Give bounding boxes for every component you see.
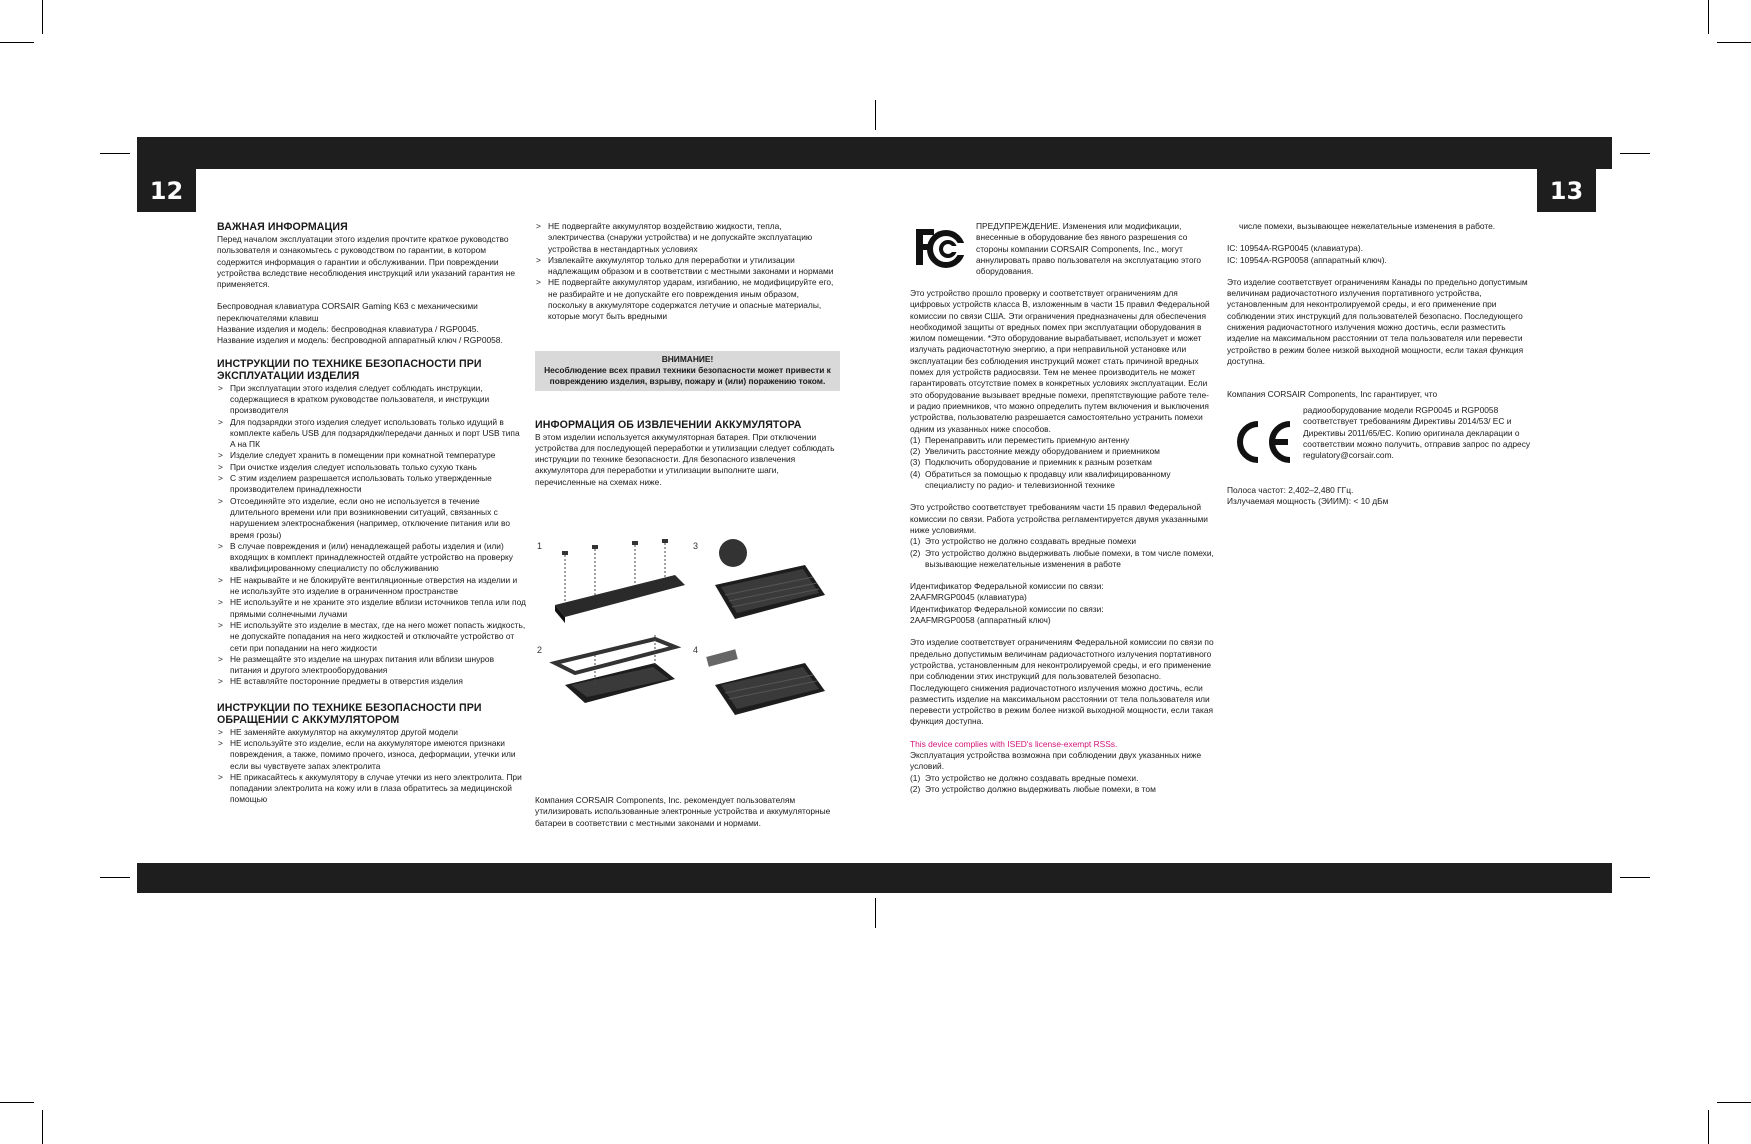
list-text: Перенаправить или переместить приемную антенну xyxy=(925,434,1130,445)
list-item xyxy=(910,784,1215,795)
list-item xyxy=(910,435,1215,446)
page-number-right: 13 xyxy=(1537,169,1596,212)
radiated-power: Излучаемая мощность (ЭИИМ): < 10 дБм xyxy=(1227,496,1389,507)
crop-mark xyxy=(1708,1110,1709,1144)
crop-mark xyxy=(0,42,34,43)
crop-mark xyxy=(100,877,130,878)
list-item: > Не размещайте это изделие на шнурах питания или вблизи шнуров питания и другого электрооборудования xyxy=(217,654,527,677)
removal-text: В этом изделии используется аккумуляторная батарея. При отключении устройства для последующей переработки и утилизации следует соблюдать инструкции по технике безопасности. Для безопасного извлечения аккумулятора для переработки и утилизации выполните шаги, перечисленные на схемах ниже. xyxy=(535,431,835,487)
list-item: > С этим изделием разрешается использовать только утвержденные производителем принадлежности xyxy=(217,473,527,496)
crop-mark xyxy=(1708,0,1709,34)
list-item: > Отсоединяйте это изделие, если оно не используется в течение длительного времени или при возникновении ситуаций, связанных с нарушением электроснабжения (например, отключение питания или во время грозы) xyxy=(217,496,527,541)
list-item: > НЕ подвергайте аккумулятор воздействию жидкости, тепла, электричества (снаружи устройства) и не допускайте эксплуатацию устройства в нестандартных условиях xyxy=(535,221,840,255)
keyboard-illustration xyxy=(535,535,835,715)
fcc-warning-text: ПРЕДУПРЕЖДЕНИЕ. Изменения или модификации, внесенные в оборудование без явного разрешения со стороны компании CORSAIR Components, Inc., могут аннулировать право пользователя на эксплуатацию этого оборудования. xyxy=(976,221,1202,277)
ised-statement: This device complies with ISED's license-exempt RSSs. xyxy=(910,738,1118,749)
list-item: > Для подзарядки этого изделия следует использовать только идущий в комплекте кабель USB для подзарядки/передачи данных и порт USB типа A на ПК xyxy=(217,417,527,451)
crop-mark xyxy=(1717,42,1751,43)
fcc-id-line: 2AAFMRGP0045 (клавиатура) xyxy=(910,592,1027,603)
column-1 xyxy=(217,221,527,820)
list-text: Это устройство не должно создавать вредные помехи. xyxy=(925,772,1139,783)
warning-box xyxy=(535,351,840,391)
step-number: 4 xyxy=(693,645,699,655)
crop-mark xyxy=(42,0,43,34)
list-text: Это устройство не должно создавать вредные помехи xyxy=(925,536,1137,547)
list-item: > НЕ прикасайтесь к аккумулятору в случае утечки из него электролита. При попадании электролита на кожу или в глаза обратитесь за медицинской помощью xyxy=(217,772,527,806)
product-line: Название изделия и модель: беспроводная клавиатура / RGP0045. xyxy=(217,324,479,335)
step-number: 3 xyxy=(693,541,699,551)
list-number: (1) xyxy=(910,434,921,445)
battery-list-cont xyxy=(535,221,840,323)
battery-safety-heading: ИНСТРУКЦИИ ПО ТЕХНИКЕ БЕЗОПАСНОСТИ ПРИ ОБРАЩЕНИИ С АККУМУЛЯТОРОМ xyxy=(217,701,482,726)
crop-mark xyxy=(42,1110,43,1144)
column-2 xyxy=(535,221,840,499)
list-item xyxy=(910,536,1215,547)
part15-text: Это устройство соответствует требованиям части 15 правил Федеральной комиссии по связи. Работа устройства регламентируется двумя указанными ниже условиями. xyxy=(910,502,1208,535)
list-item xyxy=(910,469,1215,492)
list-item: > НЕ используйте это изделие, если на аккумуляторе имеются признаки повреждения, а также, помимо прочего, износа, деформации, утечки или если вы чувствуете запах электролита xyxy=(217,738,527,772)
warning-title: ВНИМАНИЕ! xyxy=(661,353,714,364)
list-item xyxy=(910,446,1215,457)
fcc-logo-icon xyxy=(912,225,968,269)
list-item: > Изделие следует хранить в помещении при комнатной температуре xyxy=(217,450,527,461)
fcc-measures-list xyxy=(910,435,1215,491)
footer-band xyxy=(137,863,1612,893)
ce-intro: Компания CORSAIR Components, Inc гарантирует, что xyxy=(1227,389,1438,400)
battery-list xyxy=(217,727,527,806)
list-item: > НЕ подвергайте аккумулятор ударам, изгибанию, не модифицируйте его, не разбирайте и не допускайте его повреждения иным образом, поскольку в аккумуляторе содержатся летучие и опасные материалы, которые могут быть вредными xyxy=(535,277,840,322)
crop-mark xyxy=(1620,153,1650,154)
crop-mark xyxy=(0,1102,34,1103)
step-number: 1 xyxy=(537,541,543,551)
step-1-illustration xyxy=(555,539,685,623)
fcc-warning-block xyxy=(976,221,1216,288)
list-text: Подключить оборудование и приемник к разным розеткам xyxy=(925,457,1152,468)
ce-declaration-block xyxy=(1303,405,1533,472)
list-item: > НЕ используйте это изделие в местах, где на него может попасть жидкость, не допускайте попадания на него жидкостей и отключайте устройство от сети при попадании на него жидкости xyxy=(217,620,527,654)
list-item: > НЕ вставляйте посторонние предметы в отверстия изделия xyxy=(217,676,527,687)
list-item xyxy=(910,548,1215,571)
list-number: (2) xyxy=(910,783,921,794)
ic-id-line: IC: 10954A-RGP0058 (аппаратный ключ). xyxy=(1227,254,1387,265)
step-4-illustration xyxy=(706,649,825,715)
fcc-id-line: 2AAFMRGP0058 (аппаратный ключ) xyxy=(910,615,1051,626)
fcc-id-line: Идентификатор Федеральной комиссии по связи: xyxy=(910,581,1104,592)
list-item: > При эксплуатации этого изделия следует соблюдать инструкции, содержащиеся в кратком руководстве пользователя, и инструкции производителя xyxy=(217,383,527,417)
warning-text: Несоблюдение всех правил техники безопасности может привести к повреждению изделия, взрыву, пожару и (или) поражению током. xyxy=(544,364,831,387)
important-text: Перед началом эксплуатации этого изделия прочтите краткое руководство пользователя и ознакомьтесь с руководством по гарантии, в котором содержится информация о гарантии и обслуживании. При повреждении устройства вследствие несоблюдения инструкций или указаний гарантия не применяется. xyxy=(217,234,516,290)
crop-mark xyxy=(1620,877,1650,878)
list-item: > НЕ накрывайте и не блокируйте вентиляционные отверстия на изделии и не используйте это изделие в ограниченном пространстве xyxy=(217,575,527,598)
list-item: > Извлекайте аккумулятор только для переработки и утилизации надлежащим образом и в соответствии с местными законами и нормами xyxy=(535,255,840,278)
list-text: Это устройство должно выдерживать любые помехи, в том числе помехи, вызывающие нежелательные изменения в работе xyxy=(925,547,1214,569)
fcc-text: Это устройство прошло проверку и соответствует ограничениям для цифровых устройств класса B, изложенным в части 15 правил Федеральной комиссии по связи США. Эти ограничения предназначены для обеспечения необходимой защиты от вредных помех при эксплуатации оборудования в жилом помещении. *Это оборудование вырабатывает, использует и может излучать радиочастотную энергию, а при неправильной установке или эксплуатации без соблюдения инструкций может стать причиной вредных помех для устройств радиосвязи. Тем не менее производитель не может гарантировать отсутствие помех в конкретных условиях эксплуатации. Если это оборудование вызывает вредные помехи, препятствующие работе теле- и радио приемников, что можно определить путем включения и выключения устройства, пользователю разрешается самостоятельно устранить помехи одним из указанных ниже способов. xyxy=(910,288,1210,434)
crop-mark xyxy=(875,100,876,130)
list-item: > НЕ используйте и не храните это изделие вблизи источников тепла или под прямыми солнечными лучами xyxy=(217,597,527,620)
step-2-illustration xyxy=(555,635,675,703)
header-band xyxy=(137,137,1612,169)
product-line: Беспроводная клавиатура CORSAIR Gaming K63 с механическими переключателями клавиш xyxy=(217,301,478,323)
crop-mark xyxy=(1717,1102,1751,1103)
step-number: 2 xyxy=(537,645,543,655)
column-3 xyxy=(910,288,1215,795)
ised-text: Эксплуатация устройства возможна при соблюдении двух указанных ниже условий. xyxy=(910,749,1202,772)
ised-conditions-list xyxy=(910,773,1215,796)
list-item: > При очистке изделия следует использовать только сухую ткань xyxy=(217,462,527,473)
list-item xyxy=(910,457,1215,468)
recycle-text: Компания CORSAIR Components, Inc. рекомендует пользователям утилизировать использованные электронные устройства и аккумуляторные батареи в соответствии с местными законами и нормами. xyxy=(535,795,831,828)
list-number: (1) xyxy=(910,772,921,783)
column-4 xyxy=(1227,221,1532,401)
radio-specs-block xyxy=(1227,485,1532,508)
ce-mark-icon xyxy=(1232,420,1296,464)
list-text: Увеличить расстояние между оборудованием и приемником xyxy=(925,446,1160,457)
crop-mark xyxy=(875,898,876,928)
product-line: Название изделия и модель: беспроводной аппаратный ключ / RGP0058. xyxy=(217,335,503,346)
battery-removal-figure xyxy=(535,535,835,715)
list-text: Обратиться за помощью к продавцу или квалифицированному специалисту по радио- и телевизионной технике xyxy=(925,468,1171,491)
ic-id-line: IC: 10954A-RGP0045 (клавиатура). xyxy=(1227,243,1363,254)
list-number: (1) xyxy=(910,536,921,547)
list-text: Это устройство должно выдерживать любые помехи, в том xyxy=(925,783,1156,794)
fcc-id-line: Идентификатор Федеральной комиссии по связи: xyxy=(910,603,1104,614)
list-number: (2) xyxy=(910,446,921,457)
safety-list xyxy=(217,383,527,688)
list-number: (3) xyxy=(910,457,921,468)
part15-conditions-list xyxy=(910,536,1215,570)
important-heading: ВАЖНАЯ ИНФОРМАЦИЯ xyxy=(217,221,348,233)
recycle-block xyxy=(535,795,840,840)
removal-heading: ИНФОРМАЦИЯ ОБ ИЗВЛЕЧЕНИИ АККУМУЛЯТОРА xyxy=(535,418,802,431)
rf-exposure-text: Это изделие соответствует ограничениям Федеральной комиссии по связи по предельно допустимым величинам радиочастотного излучения портативного устройства, установленным для неконтролируемой среды, и его применение при соблюдении этих инструкций для пользователей безопасно. Последующего снижения радиочастотного излучения можно достичь, если разместить изделие на максимальном расстоянии от тела пользователя или перевести устройство в режим более низкой выходной мощности, если такая функция доступна. xyxy=(910,637,1214,727)
crop-mark xyxy=(100,153,130,154)
list-number: (2) xyxy=(910,547,921,558)
ce-declaration-text: радиооборудование модели RGP0045 и RGP0058 соответствует требованиям Директивы 2014/53/ EC и Директивы 2011/65/EC. Копию оригинала декларации о соответствии можно получить, отправив запрос по адресу regulatory@corsair.com. xyxy=(1303,405,1531,461)
list-item: > В случае повреждения и (или) ненадлежащей работы изделия и (или) входящих в комплект принадлежностей отдайте устройство на проверку квалифицированному специалисту по обслуживанию xyxy=(217,541,527,575)
page-number-left: 12 xyxy=(137,169,196,212)
step-3-illustration xyxy=(715,539,825,619)
canada-text: Это изделие соответствует ограничениям Канады по предельно допустимым величинам радиочастотного излучения портативного устройства, установленным для неконтролируемой среды, и его применение при соблюдении этих инструкций для пользователей безопасно. Последующего снижения радиочастотного излучения можно достичь, если разместить изделие на максимальном расстоянии от тела пользователя или перевести устройство в режим более низкой выходной мощности, если такая функция доступна. xyxy=(1227,276,1528,366)
frequency-band: Полоса частот: 2,402–2,480 ГГц. xyxy=(1227,485,1354,495)
safety-heading: ИНСТРУКЦИИ ПО ТЕХНИКЕ БЕЗОПАСНОСТИ ПРИ ЭКСПЛУАТАЦИИ ИЗДЕЛИЯ xyxy=(217,357,482,382)
list-number: (4) xyxy=(910,468,921,479)
list-item: > НЕ заменяйте аккумулятор на аккумулятор другой модели xyxy=(217,727,527,738)
continuation-text: числе помехи, вызывающее нежелательные изменения в работе. xyxy=(1239,221,1496,231)
list-item xyxy=(910,773,1215,784)
